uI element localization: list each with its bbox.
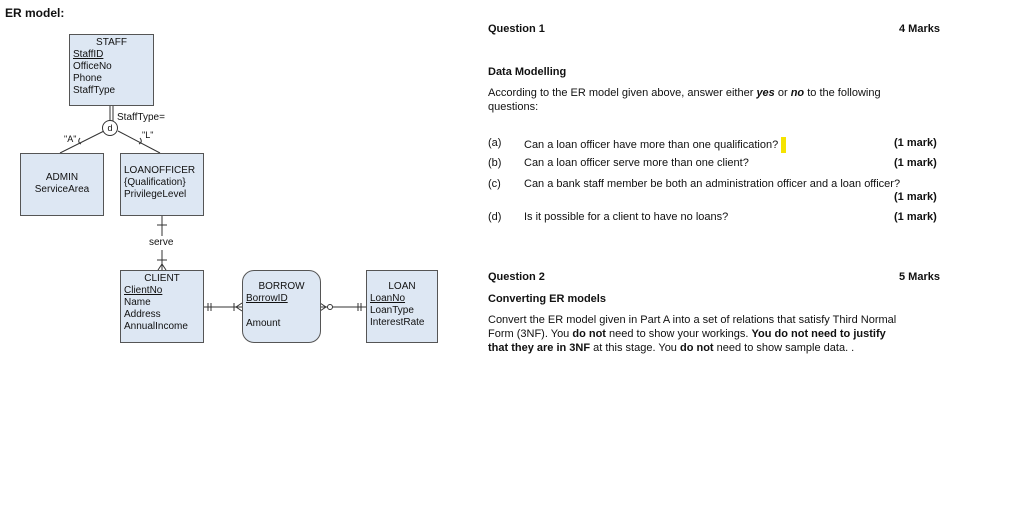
text-cursor-highlight [781, 137, 786, 153]
q1-intro-or: or [774, 87, 791, 99]
q1-intro-no: no [790, 87, 805, 99]
q2-line1: Convert the ER model given in Part A into a set of relations that satisfy Third Normal [488, 314, 897, 326]
discriminator-label: StaffType= [117, 112, 165, 123]
loan-entity [366, 270, 438, 343]
admin-name: ADMIN [45, 172, 79, 183]
q1a-mark: (1 mark) [894, 137, 937, 149]
q1c-label: (c) [488, 178, 501, 190]
q2-line2 [488, 328, 886, 340]
admin-attr: ServiceArea [34, 184, 90, 195]
admin-entity [20, 153, 104, 216]
d-to-loanofficer-line [118, 131, 160, 153]
disjoint-symbol: d [102, 120, 118, 136]
q1a-label: (a) [488, 137, 502, 149]
q1b-mark: (1 mark) [894, 157, 937, 169]
loan-name: LOAN [388, 281, 416, 292]
q1-intro-yes: yes [756, 87, 775, 99]
staff-name: STAFF [96, 37, 127, 48]
staff-entity [69, 34, 154, 106]
q1-marks: 4 Marks [899, 23, 940, 35]
q1b-text: Can a loan officer serve more than one client? [524, 157, 749, 169]
borrow-name: BORROW [258, 281, 305, 292]
q1-section: Data Modelling [488, 66, 567, 78]
q2-bold: that they are in 3NF [488, 342, 591, 354]
q1c-mark: (1 mark) [894, 191, 937, 203]
q1a-question: Can a loan officer have more than one qualification? [524, 138, 779, 151]
q1d-label: (d) [488, 211, 502, 223]
client-attr: AnnualIncome [124, 321, 188, 332]
q1-intro-part: to the following [804, 87, 881, 99]
loan-pk: LoanNo [370, 293, 406, 304]
q2-text: at this stage. You [590, 342, 680, 354]
borrow-attr: Amount [246, 318, 281, 329]
label-a: "A" [64, 134, 77, 144]
q2-text: need to show sample data. . [713, 342, 855, 354]
q2-text: need to show your workings. [605, 328, 752, 340]
q1d-text: Is it possible for a client to have no loans? [524, 211, 729, 223]
staff-attr: OfficeNo [73, 61, 112, 72]
client-pk: ClientNo [124, 285, 163, 296]
client-name: CLIENT [144, 273, 180, 284]
borrow-optional-circle [328, 305, 333, 310]
loanofficer-name: LOANOFFICER [124, 165, 196, 176]
q2-text: Form (3NF). You [488, 328, 573, 340]
subset-arc-loanofficer [139, 138, 141, 144]
q2-bold: You do not need to justify [751, 328, 886, 340]
q1c-text: Can a bank staff member be both an administration officer and a loan officer? [524, 178, 901, 190]
q2-marks: 5 Marks [899, 271, 940, 283]
label-l: "L" [142, 130, 154, 140]
loan-attr: InterestRate [370, 317, 425, 328]
borrow-entity [242, 270, 321, 343]
loanofficer-attr: {Qualification} [124, 177, 186, 188]
q2-bold: do not [572, 328, 606, 340]
client-entity [120, 270, 204, 343]
q2-title: Question 2 [488, 271, 545, 283]
q1a-text [524, 137, 786, 153]
serve-relationship-label: serve [149, 237, 174, 248]
staff-attr: Phone [73, 73, 102, 84]
er-model-title: ER model: [5, 6, 65, 20]
q1b-label: (b) [488, 157, 502, 169]
client-attr: Address [124, 309, 161, 320]
borrow-pk: BorrowID [246, 293, 288, 304]
staff-attr: StaffType [73, 85, 116, 96]
q1d-mark: (1 mark) [894, 211, 937, 223]
client-attr: Name [124, 297, 151, 308]
q2-bold: do not [679, 342, 714, 354]
q2-section: Converting ER models [488, 293, 606, 305]
loan-attr: LoanType [370, 305, 414, 316]
q1-intro-line2: questions: [488, 101, 539, 113]
loanofficer-attr: PrivilegeLevel [124, 189, 187, 200]
loanofficer-entity [120, 153, 204, 216]
q1-title: Question 1 [488, 23, 545, 35]
q1-intro-part: According to the ER model given above, answer either [488, 87, 757, 99]
q2-line3 [488, 342, 854, 354]
q1-intro [488, 87, 928, 99]
staff-pk: StaffID [73, 49, 104, 60]
